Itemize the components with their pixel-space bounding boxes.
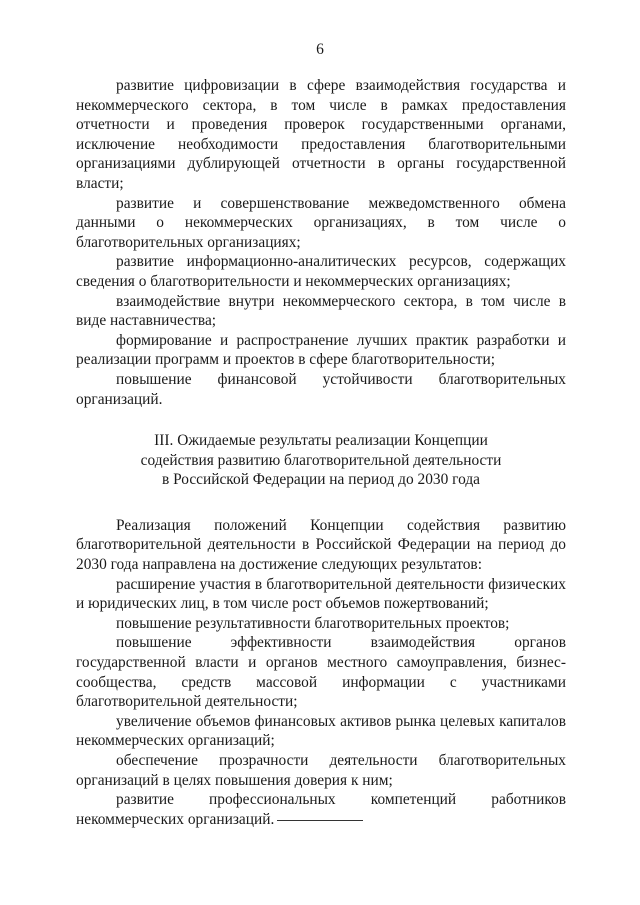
paragraph: увеличение объемов финансовых активов рынка целевых капиталов некоммерческих организаций; [76, 712, 566, 750]
document-body [76, 76, 566, 829]
page-number: 6 [316, 41, 324, 58]
section-heading-line: в Российской Федерации на период до 2030 года [161, 471, 481, 489]
paragraph: обеспечение прозрачности деятельности благотворительных организаций в целях повышения доверия к ним; [76, 752, 566, 789]
paragraph: повышение результативности благотворительных проектов; [116, 614, 510, 632]
paragraph: развитие цифровизации в сфере взаимодействия государства и некоммерческого сектора, в том числе в рамках предоставления отчетности и проведения проверок государственными органами, исключение необходимости предоставления благотворительными организациями дублирующей отчетности в органы государственной власти; [76, 77, 566, 192]
paragraph: расширение участия в благотворительной деятельности физических и юридических лиц, в том числе рост объемов пожертвований; [76, 575, 566, 613]
paragraph: повышение эффективности взаимодействия органов государственной власти и органов местного самоуправления, бизнес-сообщества, средств массовой информации с участниками благотворительной деятельности; [76, 634, 566, 711]
section-heading-line: III. Ожидаемые результаты реализации Концепции [154, 432, 488, 450]
paragraph: развитие профессиональных компетенций работников некоммерческих организаций. [76, 791, 566, 828]
paragraph: формирование и распространение лучших практик разработки и реализации программ и проектов в сфере благотворительности; [76, 331, 566, 369]
section-heading-line: содействия развитию благотворительной деятельности [140, 451, 502, 469]
end-divider [277, 820, 363, 821]
section-heading [76, 431, 566, 490]
paragraph: Реализация положений Концепции содействия развитию благотворительной деятельности в Российской Федерации на период до 2030 года направлена на достижение следующих результатов: [76, 516, 566, 574]
paragraph: взаимодействие внутри некоммерческого сектора, в том числе в виде наставничества; [76, 292, 566, 330]
paragraph: повышение финансовой устойчивости благотворительных организаций. [76, 370, 566, 408]
paragraph: развитие и совершенствование межведомственного обмена данными о некоммерческих организациях, в том числе о благотворительных организациях; [76, 194, 566, 251]
paragraph: развитие информационно-аналитических ресурсов, содержащих сведения о благотворительности и некоммерческих организациях; [76, 253, 566, 290]
